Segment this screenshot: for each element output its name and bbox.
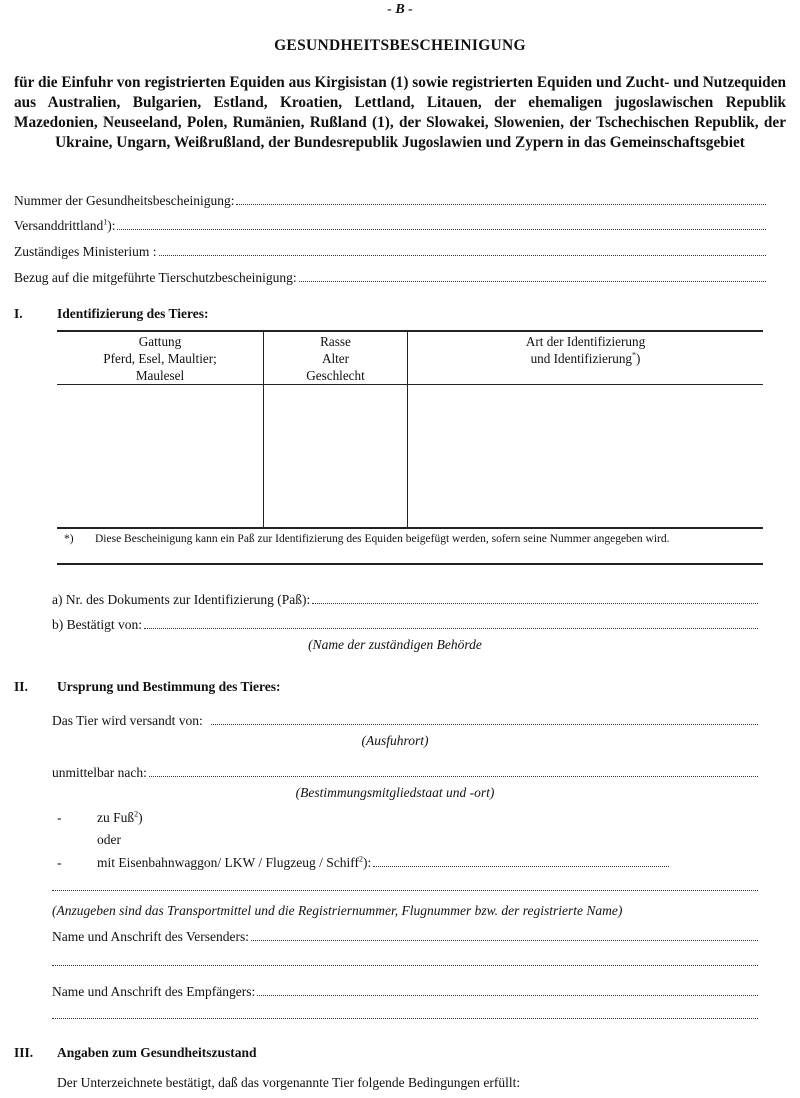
sender-dots bbox=[251, 930, 758, 941]
welfare-reference-dots bbox=[299, 271, 766, 282]
directly-to-dots bbox=[149, 766, 758, 777]
certificate-number-field[interactable] bbox=[14, 193, 766, 209]
welfare-reference-field[interactable] bbox=[14, 270, 766, 286]
directly-to-label: unmittelbar nach: bbox=[52, 765, 147, 780]
col-species-header: Gattung Pferd, Esel, Maultier; Maulesel bbox=[57, 331, 264, 385]
dash-foot: - bbox=[57, 810, 62, 825]
sent-from-note: (Ausfuhrort) bbox=[361, 733, 429, 748]
document-subtitle: für die Einfuhr von registrierten Equiden aus Kirgisistan (1) sowie registrierten Equiden und Zucht- und Nutzequiden aus Australien, Bulgarien, Estland, Kroatien, Lettland, Litauen, der ehemaligen jugoslawischen Republik Mazedonien, Neuseeland, Polen, Rumänien, Rußland (1), der Slowakei, Slowenien, der Tschechischen Republik, der Ukraine, Ungarn, Weißrußland, der Bundesrepublik Jugoslawien und Zypern in das Gemeinschaftsgebiet bbox=[14, 74, 786, 151]
by-vehicle-field[interactable] bbox=[97, 855, 669, 871]
cell-species[interactable] bbox=[57, 385, 264, 528]
recipient-field[interactable] bbox=[52, 984, 758, 1000]
recipient-label: Name und Anschrift des Empfängers: bbox=[52, 984, 256, 999]
table-bottom-rule bbox=[57, 527, 763, 529]
sender-label: Name und Anschrift des Versenders: bbox=[52, 929, 249, 944]
cell-identification[interactable] bbox=[408, 385, 764, 528]
recipient-dots bbox=[257, 985, 758, 996]
dash-vehicle: - bbox=[57, 855, 62, 870]
directly-to-field[interactable] bbox=[52, 765, 758, 781]
doc-number-dots bbox=[312, 593, 758, 604]
transport-note: (Anzugeben sind das Transportmittel und die Registriernummer, Flugnummer bzw. der registrierte Name) bbox=[52, 903, 623, 918]
dispatch-country-dots bbox=[117, 219, 766, 230]
transport-dots-line[interactable] bbox=[52, 889, 758, 891]
by-vehicle-dots bbox=[373, 856, 669, 867]
certificate-number-dots bbox=[236, 194, 766, 205]
by-foot-option[interactable]: zu Fuß$^2$) bbox=[97, 809, 143, 825]
footnote-marker: *) bbox=[64, 533, 74, 545]
directly-to-note: (Bestimmungsmitgliedstaat und -ort) bbox=[295, 785, 495, 800]
confirmed-by-field[interactable] bbox=[52, 617, 758, 633]
by-vehicle-label: mit Eisenbahnwaggon/ LKW / Flugzeug / Schiff$^2$): bbox=[97, 854, 372, 870]
document-title: GESUNDHEITSBESCHEINIGUNG bbox=[274, 37, 526, 54]
dispatch-country-label: Versanddrittland$^1$): bbox=[14, 217, 116, 233]
confirmed-by-label: b) Bestätigt von: bbox=[52, 617, 142, 632]
footnote-bottom-rule bbox=[57, 563, 763, 565]
doc-number-label: a) Nr. des Dokuments zur Identifizierung (Paß): bbox=[52, 592, 311, 607]
sender-dots-line[interactable] bbox=[52, 964, 758, 966]
doc-number-field[interactable] bbox=[52, 592, 758, 608]
section-2-number: II. bbox=[14, 679, 28, 694]
certificate-number-label: Nummer der Gesundheitsbescheinigung: bbox=[14, 193, 235, 208]
identification-table bbox=[57, 331, 763, 527]
authority-note: (Name der zuständigen Behörde bbox=[308, 637, 482, 652]
col-breed-header: Rasse Alter Geschlecht bbox=[264, 331, 408, 385]
section-1-number: I. bbox=[14, 306, 23, 321]
welfare-reference-label: Bezug auf die mitgeführte Tierschutzbescheinigung: bbox=[14, 270, 297, 285]
sent-from-field[interactable] bbox=[52, 713, 758, 729]
page-letter: - B - bbox=[387, 2, 413, 17]
footnote-text: Diese Bescheinigung kann ein Paß zur Identifizierung des Equiden beigefügt werden, sofern seine Nummer angegeben wird. bbox=[95, 533, 670, 545]
section-2-title: Ursprung und Bestimmung des Tieres: bbox=[57, 679, 281, 694]
sent-from-label: Das Tier wird versandt von: bbox=[52, 713, 203, 728]
section-1-title: Identifizierung des Tieres: bbox=[57, 306, 209, 321]
confirmed-by-dots bbox=[144, 618, 758, 629]
sender-field[interactable] bbox=[52, 929, 758, 945]
ministry-label: Zuständiges Ministerium : bbox=[14, 244, 157, 259]
section-3-statement: Der Unterzeichnete bestätigt, daß das vorgenannte Tier folgende Bedingungen erfüllt: bbox=[57, 1075, 521, 1090]
col-identification-header: Art der Identifizierung und Identifizierung*) bbox=[408, 331, 764, 385]
section-3-title: Angaben zum Gesundheitszustand bbox=[57, 1045, 257, 1060]
ministry-dots bbox=[159, 245, 767, 256]
recipient-dots-line[interactable] bbox=[52, 1017, 758, 1019]
cell-breed[interactable] bbox=[264, 385, 408, 528]
or-text: oder bbox=[97, 832, 121, 847]
section-3-number: III. bbox=[14, 1045, 34, 1060]
dispatch-country-field[interactable] bbox=[14, 218, 766, 234]
ministry-field[interactable] bbox=[14, 244, 766, 260]
sent-from-dots bbox=[211, 714, 758, 725]
